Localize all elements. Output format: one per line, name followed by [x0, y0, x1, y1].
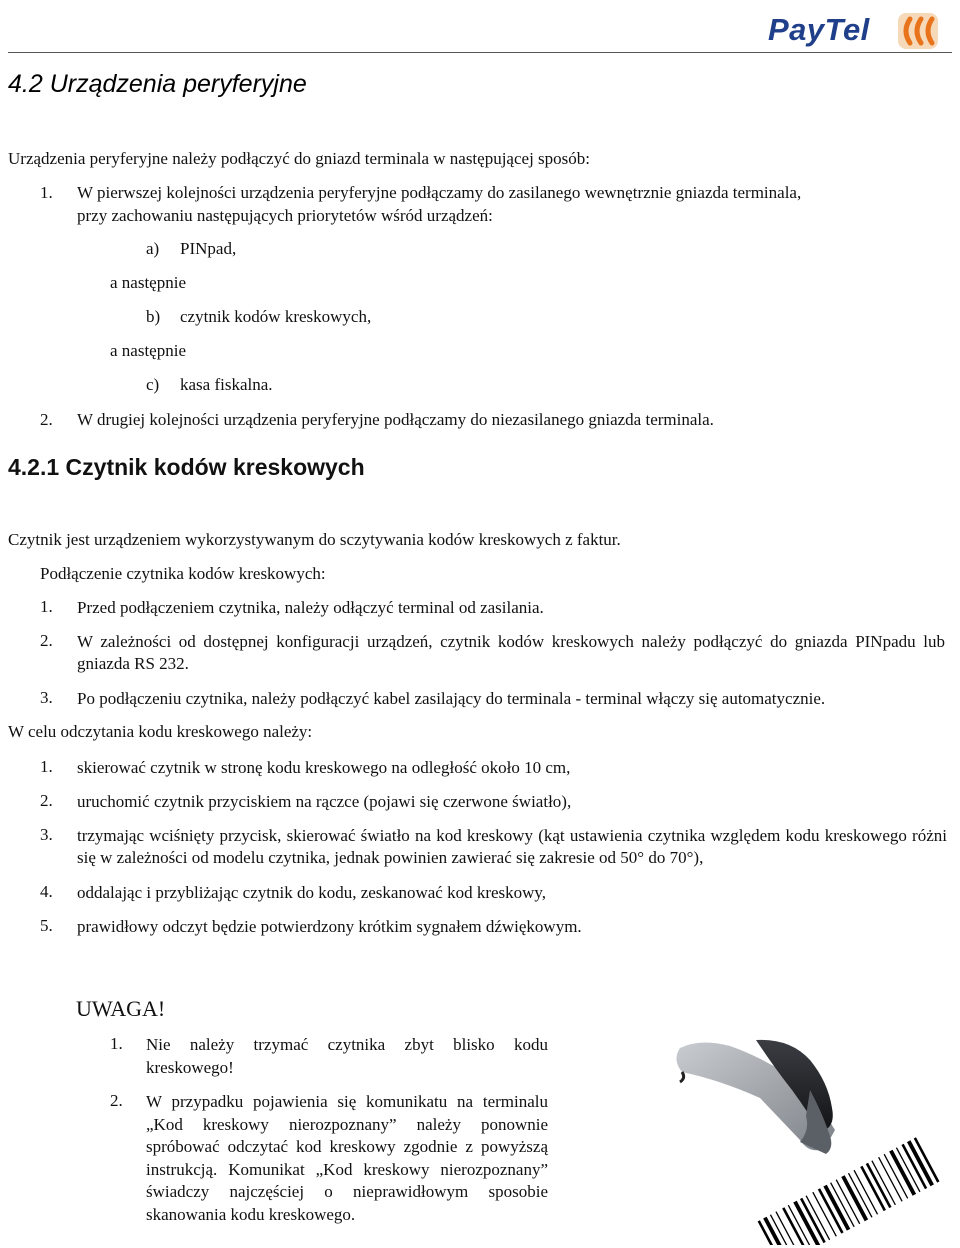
sublist-label: c) [146, 375, 160, 394]
sublist-text: PINpad, [180, 239, 237, 258]
list-number: 3. [40, 825, 53, 844]
section-title-4-2-1: 4.2.1 Czytnik kodów kreskowych [8, 454, 365, 480]
warning-title: UWAGA! [76, 996, 166, 1021]
list-number: 2. [110, 1091, 123, 1110]
list-item-text: uruchomić czytnik przyciskiem na rączce (pojawi się czerwone światło), [77, 792, 572, 811]
list-number: 2. [40, 791, 53, 810]
list-number: 4. [40, 882, 53, 901]
subheading: Podłączenie czytnika kodów kreskowych: [40, 564, 326, 583]
sublist-text: czytnik kodów kreskowych, [180, 307, 372, 326]
list-item-text: oddalając i przybliżając czytnik do kodu, zeskanować kod kreskowy, [77, 883, 547, 902]
connector-text: a następnie [110, 341, 186, 360]
list-item-text: W zależności od dostępnej konfiguracji urządzeń, czytnik kodów kreskowych należy podłączyć do gniazda PINpadu lub gniazda RS 232. [77, 632, 945, 673]
sublist-label: a) [146, 239, 160, 258]
connector-text: a następnie [110, 273, 186, 292]
list-number: 2. [40, 410, 53, 429]
list-item-text: W pierwszej kolejności urządzenia peryferyjne podłączamy do zasilanego wewnętrznie gniazda terminala, [77, 183, 802, 202]
list-number: 5. [40, 916, 53, 935]
scanner-icon [676, 1040, 835, 1154]
sublist-text: kasa fiskalna. [180, 375, 273, 394]
list-number: 1. [40, 597, 53, 616]
warning-note: W przypadku pojawienia się komunikatu na terminalu „Kod kreskowy nierozpoznany” należy ponownie spróbować odczytać kod kreskowy zgodnie z powyższą instrukcją. Komunikat „Kod kreskowy nierozpoznany” świadczy najczęściej o nieprawidłowym sposobie skanowania kodu kreskowego. [146, 1092, 548, 1224]
list-number: 1. [110, 1034, 123, 1053]
list-item-text: przy zachowaniu następujących priorytetów wśród urządzeń: [77, 206, 493, 225]
list-item-text: Po podłączeniu czytnika, należy podłączyć kabel zasilający do terminala - terminal włączy się automatycznie. [77, 689, 826, 708]
subheading: W celu odczytania kodu kreskowego należy: [8, 722, 313, 741]
paytel-logo [764, 10, 944, 52]
list-number: 1. [40, 183, 53, 202]
warning-note: Nie należy trzymać czytnika zbyt blisko kodu kreskowego! [146, 1035, 548, 1077]
paytel-mark-icon [896, 10, 944, 52]
brand-name: PayTel [768, 12, 870, 47]
section-intro: Czytnik jest urządzeniem wykorzystywanym do sczytywania kodów kreskowych z faktur. [8, 530, 621, 549]
list-number: 3. [40, 688, 53, 707]
list-item-text: skierować czytnik w stronę kodu kreskowego na odległość około 10 cm, [77, 758, 571, 777]
list-number: 1. [40, 757, 53, 776]
list-item-text: Przed podłączeniem czytnika, należy odłączyć terminal od zasilania. [77, 598, 544, 617]
list-item-text: prawidłowy odczyt będzie potwierdzony krótkim sygnałem dźwiękowym. [77, 917, 582, 936]
list-item-text: W drugiej kolejności urządzenia peryferyjne podłączamy do niezasilanego gniazda terminala. [77, 410, 714, 429]
header-rule [8, 52, 952, 53]
barcode-scanner-illustration [660, 1020, 950, 1245]
section-intro: Urządzenia peryferyjne należy podłączyć do gniazd terminala w następującej sposób: [8, 149, 590, 168]
sublist-label: b) [146, 307, 161, 326]
section-title-4-2: 4.2 Urządzenia peryferyjne [8, 70, 307, 98]
barcode-icon [750, 1118, 950, 1245]
list-number: 2. [40, 631, 53, 650]
list-item-text: trzymając wciśnięty przycisk, skierować światło na kod kreskowy (kąt ustawienia czytnika względem kodu kreskowego różni się w zależności od modelu czytnika, jednak powinien zawierać się zakresie od 50° do 70°), [77, 826, 947, 867]
